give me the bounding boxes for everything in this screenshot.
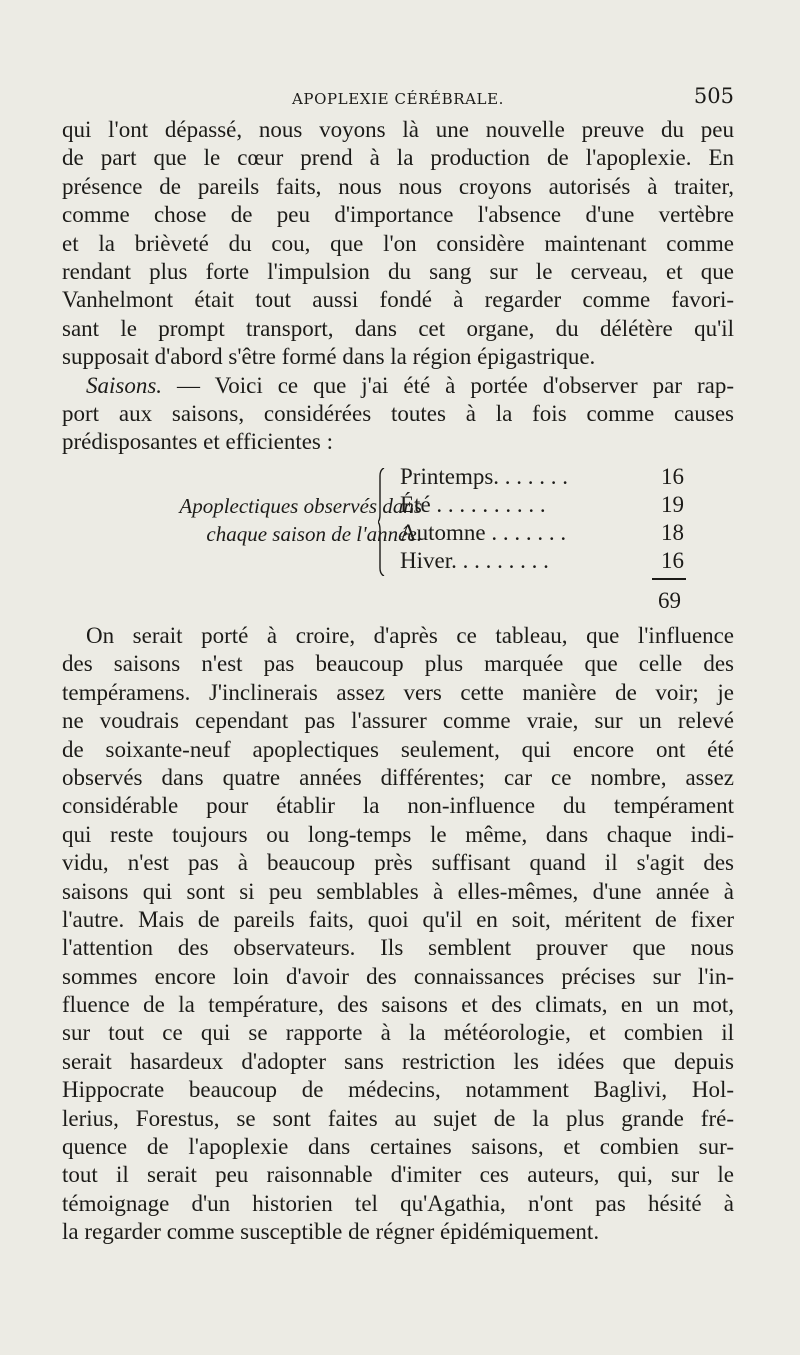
text-line: ne voudrais cependant pas l'assurer comme vraie, sur un relevé [62, 708, 734, 734]
season-count: 19 [661, 492, 684, 517]
saisons-paragraph-first-line [62, 372, 734, 400]
season-row [400, 492, 684, 522]
text-line: de soixante-neuf apoplectiques seulement, qui encore ont été [62, 736, 734, 762]
text-line: l'attention des observateurs. Ils semblent prouver que nous [62, 935, 734, 961]
text-line: Hippocrate beaucoup de médecins, notamment Baglivi, Hol- [62, 1077, 734, 1103]
text-line: qui reste toujours ou long-temps le même, dans chaque indi- [62, 821, 734, 847]
text-line: serait hasardeux d'adopter sans restriction les idées que depuis [62, 1048, 734, 1074]
text-line: saisons qui sont si peu semblables à elles-mêmes, d'une année à [62, 878, 734, 904]
text-line: fluence de la température, des saisons et des climats, en un mot, [62, 992, 734, 1018]
curly-brace-icon [378, 468, 386, 576]
text-line: observés dans quatre années différentes; car ce nombre, assez [62, 764, 734, 790]
text-line: témoignage d'un historien tel qu'Agathia, n'ont pas hésité à [62, 1190, 734, 1216]
text-line: port aux saisons, considérées toutes à la fois comme causes [62, 400, 734, 426]
text-line: supposait d'abord s'être formé dans la région épigastrique. [62, 344, 596, 370]
text-line: la regarder comme susceptible de régner épidémiquement. [62, 1219, 600, 1245]
upper-text [62, 116, 734, 457]
season-count: 16 [661, 548, 684, 573]
text-line: tempéramens. J'inclinerais assez vers cette manière de voir; je [62, 679, 734, 705]
text-line: lerius, Forestus, se sont faites au sujet de la plus grande fré- [62, 1105, 734, 1131]
page-number: 505 [693, 84, 734, 108]
text-line: considérable pour établir la non-influence du tempérament [62, 793, 734, 819]
text-line: qui l'ont dépassé, nous voyons là une nouvelle preuve du peu [62, 117, 734, 142]
text-line: tout il serait peu raisonnable d'imiter ces auteurs, qui, sur le [62, 1162, 734, 1188]
season-name: Été . . . . . . . . . . [400, 492, 546, 517]
caption-line: chaque saison de l'année. [206, 522, 422, 546]
caption-line: Apoplectiques observés dans [179, 494, 422, 518]
running-title: APOPLEXIE CÉRÉBRALE. [291, 90, 505, 108]
text-line: présence de pareils faits, nous nous croyons autorisés à traiter, [62, 173, 734, 199]
text-line: sur tout ce qui se rapporte à la météorologie, et combien il [62, 1020, 734, 1046]
text-fragment: — Voici ce que j'ai été à portée d'observer par rap- [162, 372, 734, 398]
text-line: rendant plus forte l'impulsion du sang sur le cerveau, et que [62, 258, 734, 284]
text-line: et la brièveté du cou, que l'on considère maintenant comme [62, 230, 734, 256]
text-line: sommes encore loin d'avoir des connaissances précises sur l'in- [62, 963, 734, 989]
text-line: l'autre. Mais de pareils faits, quoi qu'il en soit, méritent de fixer [62, 906, 734, 932]
season-name: Automne . . . . . . . [400, 520, 567, 545]
text-line: quence de l'apoplexie dans certaines saisons, et combien sur- [62, 1134, 734, 1160]
text-line: sant le prompt transport, dans cet organe, du délétère qu'il [62, 315, 734, 341]
text-line: On serait porté à croire, d'après ce tableau, que l'influence [86, 623, 734, 648]
season-count: 18 [661, 520, 684, 545]
season-name: Hiver. . . . . . . . . [400, 548, 549, 573]
season-table [62, 462, 734, 622]
section-lead: Saisons. [86, 372, 163, 398]
season-row [400, 520, 684, 550]
text-line: vidu, n'est pas à beaucoup près suffisant quand il s'agit des [62, 850, 734, 876]
text-line: Vanhelmont était tout aussi fondé à regarder comme favori- [62, 287, 734, 313]
text-line: de part que le cœur prend à la production de l'apoplexie. En [62, 145, 734, 171]
season-name: Printemps. . . . . . . [400, 464, 569, 489]
season-row [400, 548, 684, 578]
text-line: prédisposantes et efficientes : [62, 429, 334, 455]
season-total: 69 [658, 588, 681, 613]
text-line: comme chose de peu d'importance l'absence d'une vertèbre [62, 202, 734, 228]
page-header [62, 82, 734, 112]
lower-text [62, 622, 734, 1247]
season-row [400, 464, 684, 494]
season-count: 16 [661, 464, 684, 489]
text-line: des saisons n'est pas beaucoup plus marquée que celle des [62, 651, 734, 677]
total-rule [652, 578, 686, 580]
